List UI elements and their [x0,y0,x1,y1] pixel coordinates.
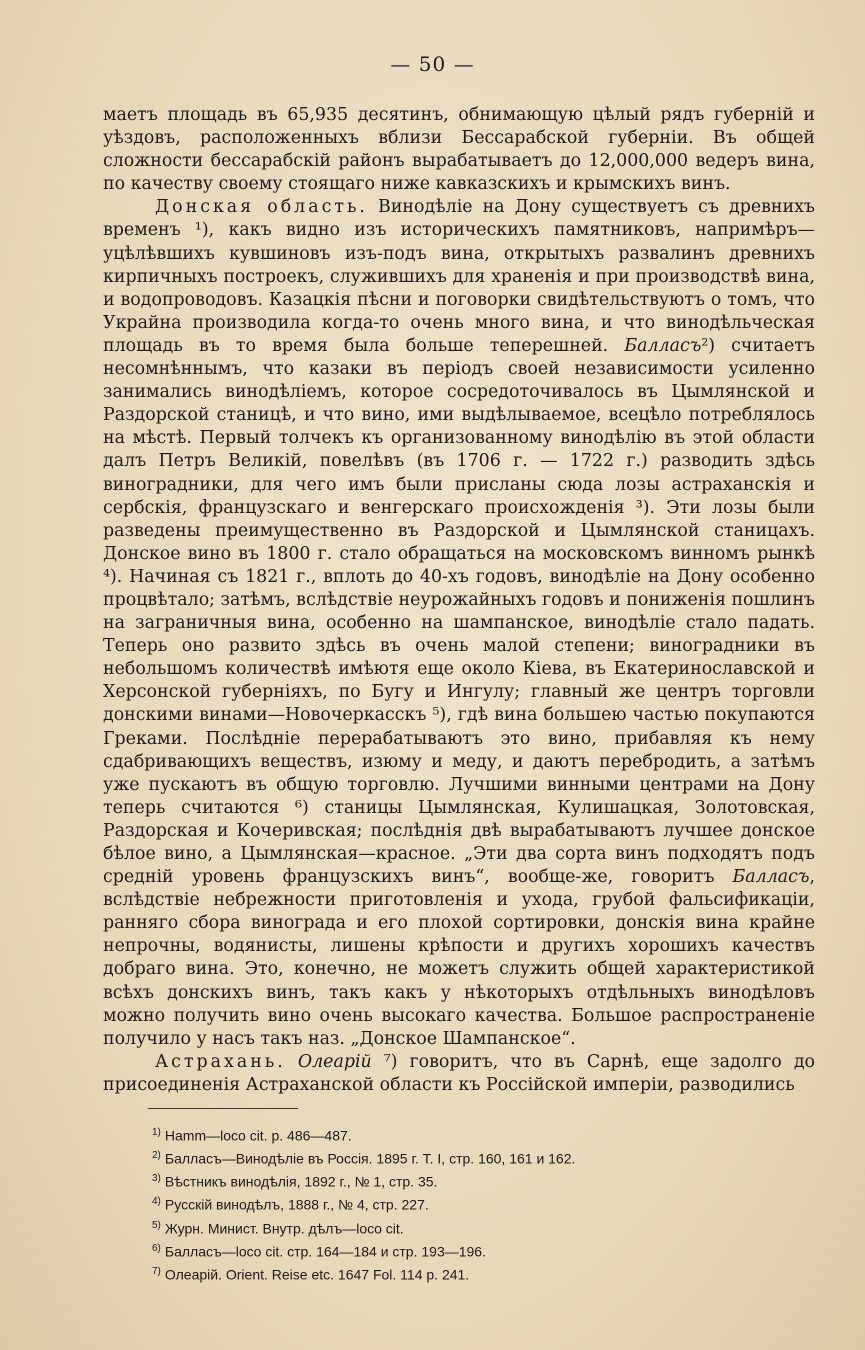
footnote-text: Балласъ—Винодѣліе въ Россія. 1895 г. Т. I, стр. 160, 161 и 162. [164,1150,576,1167]
paragraph-don-region [103,196,815,1050]
page-number: — 50 — [390,52,475,76]
footnote [152,1146,792,1169]
section-heading-astrakhan: Астрахань. [155,1051,286,1072]
paragraph-text: , вслѣдствіе небрежности приготовленія и ухода, грубой фальсификаціи, ранняго сбора винограда и его плохой сортировки, донскія вина крайне непрочны, водянисты, лишены крѣпости и другихъ хорошихъ качествъ добраго вина. Это, конечно, не можетъ служить общей характеристикой всѣхъ донскихъ винъ, такъ какъ у нѣкоторыхъ отдѣльныхъ винодѣловъ можно получить вино очень высокаго качества. Большое распространеніе получило у насъ такъ наз. „Донское Шампанское“. [103,867,815,1049]
paragraph-astrakhan [103,1051,815,1097]
footnote-number: 4) [152,1196,161,1208]
footnote [152,1169,792,1192]
paragraph-text: Винодѣліе на Дону существуетъ съ древнихъ временъ ¹), какъ видно изъ историческихъ памятниковъ, напримѣръ—уцѣлѣвшихъ кувшиновъ изъ-подъ вина, открытыхъ развалинъ древнихъ кирпичныхъ построекъ, служившихъ для храненія и при производствѣ вина, и водопроводовъ. Казацкія пѣсни и поговорки свидѣтельствуютъ о томъ, что Украйна производила когда-то очень много вина, и что винодѣльческая площадь въ то время была больше теперешней. [103,197,815,356]
footnote-divider [148,1108,298,1109]
author-name: Балласъ [624,335,702,356]
footnote-text: Hamm—loco cit. p. 486—487. [164,1127,352,1144]
footnote-number: 5) [152,1219,161,1231]
footnote-number: 2) [152,1150,161,1162]
paragraph-bessarabia: маетъ площадь въ 65,935 десятинъ, обнимающую цѣлый рядъ губерній и уѣздовъ, расположенныхъ вблизи Бессарабской губерніи. Въ общей сложности бессарабскій районъ вырабатываетъ до 12,000,000 ведеръ вина, по качеству своему стоящаго ниже кавказскихъ и крымскихъ винъ. [103,105,815,195]
section-heading-don: Донская область. [155,197,368,218]
main-text [103,104,815,1097]
footnote-number: 7) [152,1265,161,1277]
author-name: Балласъ [732,867,810,888]
footnote [152,1262,792,1285]
footnote [152,1216,792,1239]
paragraph-text: ⁷) говоритъ, что въ Сарнѣ, еще задолго до присоединенія Астраханской области къ Россійской имперіи, разводились [103,1051,815,1095]
footnote-number: 6) [152,1242,161,1254]
footnote-text: Олеарій. Orient. Reise etc. 1647 Fol. 114 p. 241. [164,1266,470,1283]
footnote-number: 3) [152,1173,161,1185]
footnote-text: Русскій винодѣлъ, 1888 г., № 4, стр. 227. [164,1197,429,1214]
paragraph-text: ²) считаетъ несомнѣннымъ, что казаки въ періодъ своей независимости усиленно занимались винодѣліемъ, которое сосредоточивалось въ Цымлянской и Раздорской станицѣ, и что вино, ими выдѣлываемое, всецѣло потреблялось на мѣстѣ. Первый толчекъ къ организованному винодѣлію въ этой области далъ Петръ Великій, повелѣвъ (въ 1706 г. — 1722 г.) разводить здѣсь виноградники, для чего имъ были присланы сюда лозы астраханскія и сербскія, французскаго и венгерскаго происхожденія ³). Эти лозы были разведены преимущественно въ Раздорской и Цымлянской станицахъ. Донское вино въ 1800 г. стало обращаться на московскомъ винномъ рынкѣ ⁴). Начиная съ 1821 г., вплоть до 40-хъ годовъ, винодѣліе на Дону особенно процвѣтало; затѣмъ, вслѣдствіе неурожайныхъ годовъ и пониженія пошлинъ на заграничныя вина, особенно на шампанское, винодѣліе стало падать. Теперь оно развито здѣсь въ очень малой степени; виноградники въ небольшомъ количествѣ имѣютя еще около Кіева, въ Екатеринославской и Херсонской губерніяхъ, по Бугу и Ингулу; главный же центръ торговли донскими винами—Новочеркасскъ ⁵), гдѣ вина большею частью покупаются Греками. Послѣдніе перерабатываютъ это вино, прибавляя къ нему сдабривающихъ веществъ, изюму и меду, и даютъ перебродить, а затѣмъ уже пускаютъ въ общую торговлю. Лучшими винными центрами на Дону теперь считаются ⁶) станицы Цымлянская, Кулишацкая, Золотовская, Раздорская и Кочеривская; послѣднія двѣ вырабатываютъ лучшее донское бѣлое вино, а Цымлянская—красное. „Эти два сорта винъ подходятъ подъ средній уровень французскихъ винъ“, вообще-же, говоритъ [103,335,815,888]
footnote [152,1239,792,1262]
footnotes [152,1123,792,1285]
footnote [152,1123,792,1146]
footnote-text: Балласъ—loco cit. стр. 164—184 и стр. 193—196. [164,1243,486,1260]
footnote-text: Вѣстникъ винодѣлія, 1892 г., № 1, стр. 35. [164,1173,438,1190]
footnote-text: Журн. Минист. Внутр. дѣлъ—loco cit. [164,1220,404,1237]
footnote-number: 1) [152,1127,161,1138]
footnote [152,1192,792,1215]
author-name: Олеарій [297,1051,372,1072]
